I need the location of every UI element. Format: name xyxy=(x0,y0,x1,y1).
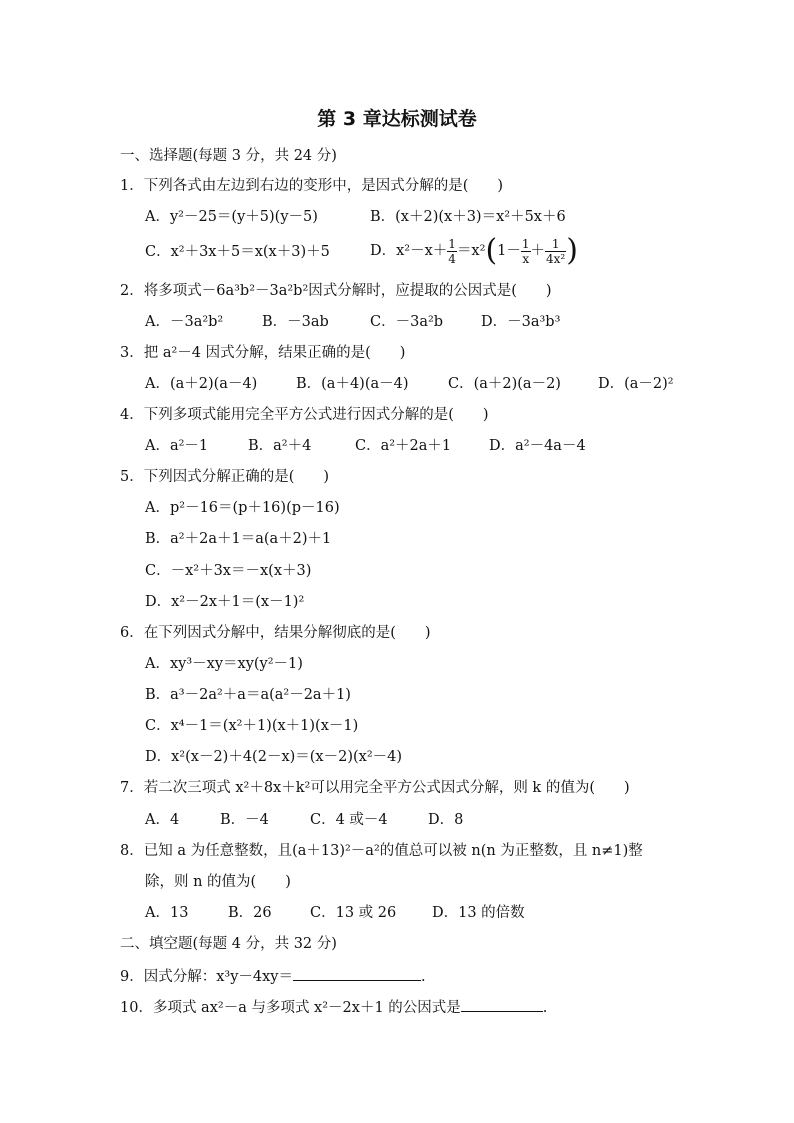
question-2-option-d: D．－3a³b³ xyxy=(481,314,561,330)
question-5-option-b: B．a²＋2a＋1＝a(a＋2)＋1 xyxy=(145,531,332,547)
question-5-option-d: D．x²－2x＋1＝(x－1)² xyxy=(145,594,305,610)
question-7-option-b: B．－4 xyxy=(220,812,269,828)
question-9-stem: 9．因式分解：x³y－4xy＝ xyxy=(120,969,294,985)
section-fill-heading: 二、填空题(每题 4 分，共 32 分) xyxy=(120,936,337,952)
question-4-option-a: A．a²－1 xyxy=(145,438,209,454)
question-5-stem: 5．下列因式分解正确的是( ) xyxy=(120,469,330,485)
question-7-option-a: A．4 xyxy=(145,812,180,828)
question-8-option-b: B．26 xyxy=(228,905,272,921)
question-4-option-d: D．a²－4a－4 xyxy=(489,438,586,454)
question-8-option-a: A．13 xyxy=(145,905,189,921)
question-9-end: . xyxy=(421,969,426,985)
question-1-option-d xyxy=(370,234,578,268)
question-8-stem-continued: 除，则 n 的值为( ) xyxy=(145,874,291,890)
fraction xyxy=(447,237,457,266)
question-4-option-b: B．a²＋4 xyxy=(248,438,312,454)
numerator: 1 xyxy=(545,237,566,252)
question-6-option-b: B．a³－2a²＋a＝a(a²－2a＋1) xyxy=(145,687,351,703)
question-8-option-c: C．13 或 26 xyxy=(310,905,397,921)
question-3-option-a: A．(a＋2)(a－4) xyxy=(145,376,258,392)
option-d-inner-2: ＋ xyxy=(530,243,546,259)
answer-blank[interactable] xyxy=(293,966,421,981)
page-title: 第 3 章达标测试卷 xyxy=(317,108,477,130)
question-1-option-b: B．(x＋2)(x＋3)＝x²＋5x＋6 xyxy=(370,209,566,225)
numerator: 1 xyxy=(521,236,530,251)
question-1-option-c: C．x²＋3x＋5＝x(x＋3)＋5 xyxy=(145,244,330,260)
denominator: 4x² xyxy=(546,251,566,266)
question-2-option-b: B．－3ab xyxy=(262,314,329,330)
option-d-equals: ＝x² xyxy=(456,243,486,259)
section-choice-heading: 一、选择题(每题 3 分，共 24 分) xyxy=(120,148,337,164)
left-paren: ( xyxy=(485,233,498,268)
fraction xyxy=(545,237,566,266)
question-3-option-d: D．(a－2)² xyxy=(598,376,674,392)
question-3-option-b: B．(a＋4)(a－4) xyxy=(296,376,409,392)
question-8-option-d: D．13 的倍数 xyxy=(432,905,525,921)
question-6-option-a: A．xy³－xy＝xy(y²－1) xyxy=(145,656,303,672)
denominator: 4 xyxy=(448,251,456,266)
question-10-stem: 10．多项式 ax²－a 与多项式 x²－2x＋1 的公因式是 xyxy=(120,1000,461,1016)
question-6-stem: 6．在下列因式分解中，结果分解彻底的是( ) xyxy=(120,625,431,641)
question-2-option-a: A．－3a²b² xyxy=(145,314,224,330)
question-6-option-c: C．x⁴－1＝(x²＋1)(x＋1)(x－1) xyxy=(145,718,359,734)
question-10 xyxy=(120,997,547,1018)
question-4-option-c: C．a²＋2a＋1 xyxy=(355,438,452,454)
question-5-option-c: C．－x²＋3x＝－x(x＋3) xyxy=(145,563,312,579)
question-7-stem: 7．若二次三项式 x²＋8x＋k²可以用完全平方公式因式分解，则 k 的值为( ) xyxy=(120,780,630,796)
denominator: x xyxy=(522,251,530,266)
option-d-inner-1: 1－ xyxy=(497,243,521,259)
question-1-stem: 1．下列各式由左边到右边的变形中，是因式分解的是( ) xyxy=(120,178,504,194)
question-3-option-c: C．(a＋2)(a－2) xyxy=(448,376,561,392)
question-1-option-a: A．y²－25＝(y＋5)(y－5) xyxy=(145,209,318,225)
numerator: 1 xyxy=(448,236,456,251)
question-8-stem: 8．已知 a 为任意整数，且(a＋13)²－a²的值总可以被 n(n 为正整数，且 n≠1)整 xyxy=(120,843,643,859)
question-3-stem: 3．把 a²－4 因式分解，结果正确的是( ) xyxy=(120,345,406,361)
question-10-end: . xyxy=(542,1000,548,1016)
fraction xyxy=(521,237,531,266)
question-2-stem: 2．将多项式－6a³b²－3a²b²因式分解时，应提取的公因式是( ) xyxy=(120,283,552,299)
question-4-stem: 4．下列多项式能用完全平方公式进行因式分解的是( ) xyxy=(120,407,489,423)
question-9 xyxy=(120,966,426,987)
right-paren: ) xyxy=(566,233,578,268)
option-d-prefix: D．x²－x＋ xyxy=(370,243,448,259)
question-7-option-d: D．8 xyxy=(428,812,464,828)
answer-blank[interactable] xyxy=(461,997,543,1012)
question-5-option-a: A．p²－16＝(p＋16)(p－16) xyxy=(145,500,340,516)
question-2-option-c: C．－3a²b xyxy=(370,314,444,330)
question-7-option-c: C．4 或－4 xyxy=(310,812,388,828)
question-6-option-d: D．x²(x－2)＋4(2－x)＝(x－2)(x²－4) xyxy=(145,749,403,765)
